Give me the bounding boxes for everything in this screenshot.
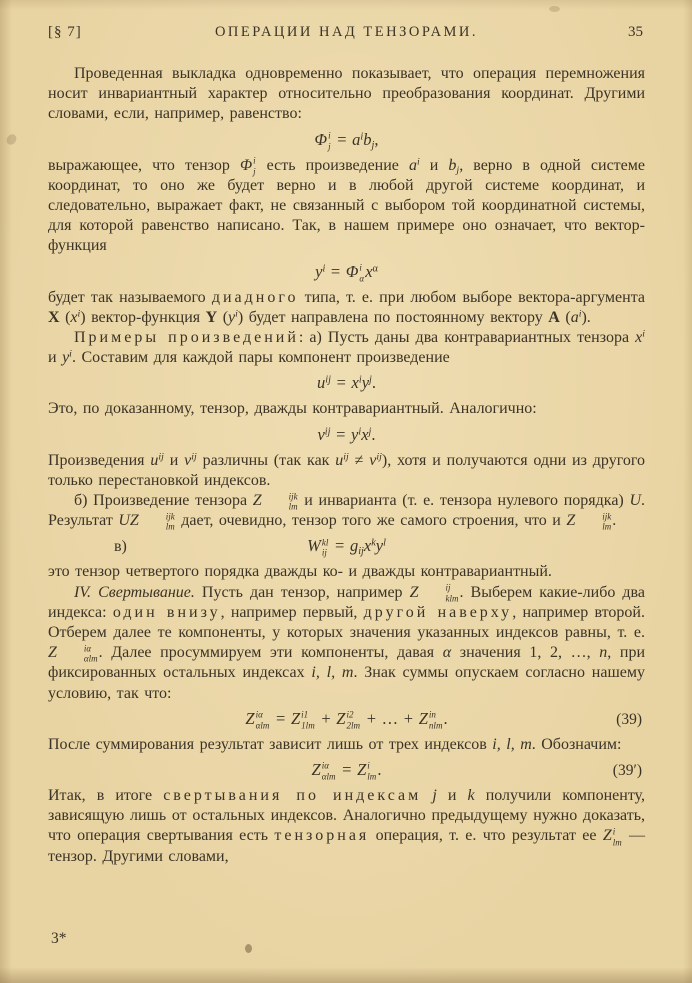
ink-spot [245, 944, 252, 953]
paragraph-product-examples: Примеры произведений: а) Пусть даны два контравариантных тензора $x^i$ и $y^i$. Составим для каждой пары компонент произведение [48, 328, 645, 367]
page-number: 35 [628, 24, 643, 40]
paragraph-invariant-product: б) Произведение тензора Z ijk lm и инварианта (т. е. тензора нулевого порядка) U. Результат UZ ijk lm дает, очевидно, тензор того же самого строения, что и Z ijk lm . [48, 491, 645, 532]
equation-number: (39) [616, 710, 642, 728]
ink-smudge [549, 6, 560, 12]
formula-phi [48, 128, 645, 152]
formula-content: $v^{ij} = y^ix^j$. [317, 424, 376, 444]
formula-content: W kl ij = $g_{ij}x^ky^l$ [307, 536, 386, 558]
paragraph-contraction: IV. Свертывание. Пусть дан тензор, например Z ij klm . Выберем какие-либо два индекса: один внизу, например первый, другой наверху, например второй. Отберем далее те компоненты, у которых значения указанных индексов равны, т. е. Z iα αlm . Далее просуммируем эти компоненты, давая α значения 1, 2, …, n, при фиксированных остальных индексах i, l, m. Знак суммы опускаем согласно нашему условию, так что: [48, 582, 646, 702]
formula-content: Φ i j = $a^ib_j$, [314, 129, 379, 152]
section-marker: [§ 7] [48, 24, 82, 40]
paragraph-after-summation: После суммирования результат зависит лишь от трех индексов i, l, m. Обозначим: [48, 735, 622, 753]
paragraph-invariance: выражающее, что тензор Φ i j есть произведение $a^i$ и $b_j$, верно в одной системе координат, то оно же будет верно и в любой другой системе координат, и следовательно, выражает факт, не связанный с выбором той координатной системы, для которой равенство написано. Так, в нашем примере оно означает, что вектор-функция [48, 155, 646, 255]
formula-content: $y^i = \Phi$ i α $x^\alpha$ [315, 261, 378, 284]
paragraph-conclusion: Итак, в итоге свертывания по индексам j и k получили компоненту, зависящую лишь от остальных индексов. Аналогично предыдущему нужно доказать, что операция свертывания есть тензорная операция, т. е. что результат ее Z i lm — тензор. Другими словами, [48, 787, 646, 865]
paragraph-index-permutation: Произведения $u^{ij}$ и $v^{ij}$ различны (так как $u^{ij} \ne v^{ij}$), хотя и получаются одни из другого только перестановкой индексов. [48, 451, 646, 489]
paragraph-dyadic-type: будет так называемого диадного типа, т. е. при любом выборе вектора-аргумента X $(x^i)$ вектор-функция Y $(y^i)$ будет направлена по постоянному вектору A $(a^i)$. [48, 288, 646, 326]
equation-number: (39′) [612, 762, 642, 780]
formula-39 [48, 707, 645, 731]
paragraph-intro: Проведенная выкладка одновременно показывает, что операция перемножения носит инвариантный характер относительно преобразования координат. Другими словами, если, например, равенство: [48, 65, 645, 123]
formula-content: Z iα αlm = Z i1 1lm + Z i2 2lm + … + Z in nlm . [245, 708, 448, 731]
page-body [48, 64, 645, 867]
signature-mark: 3* [51, 930, 67, 947]
paragraph-contravariant: Это, по доказанному, тензор, дважды контравариантный. Аналогично: [48, 400, 537, 418]
paragraph-fourth-order: это тензор четвертого порядка дважды ко- и дважды контравариантный. [48, 563, 552, 581]
formula-v-tensor [48, 423, 645, 447]
formula-content: Z iα αlm = Z i lm . [311, 760, 382, 782]
running-head [48, 24, 645, 46]
formula-vector-function [48, 260, 645, 284]
item-label-v: в) [114, 538, 127, 556]
formula-u [48, 371, 645, 395]
formula-content: $u^{ij} = x^iy^j$. [317, 373, 376, 393]
running-title: ОПЕРАЦИИ НАД ТЕНЗОРАМИ. [214, 24, 479, 40]
formula-39-prime [48, 758, 645, 782]
scan-mark [5, 132, 19, 146]
formula-w [48, 534, 645, 558]
